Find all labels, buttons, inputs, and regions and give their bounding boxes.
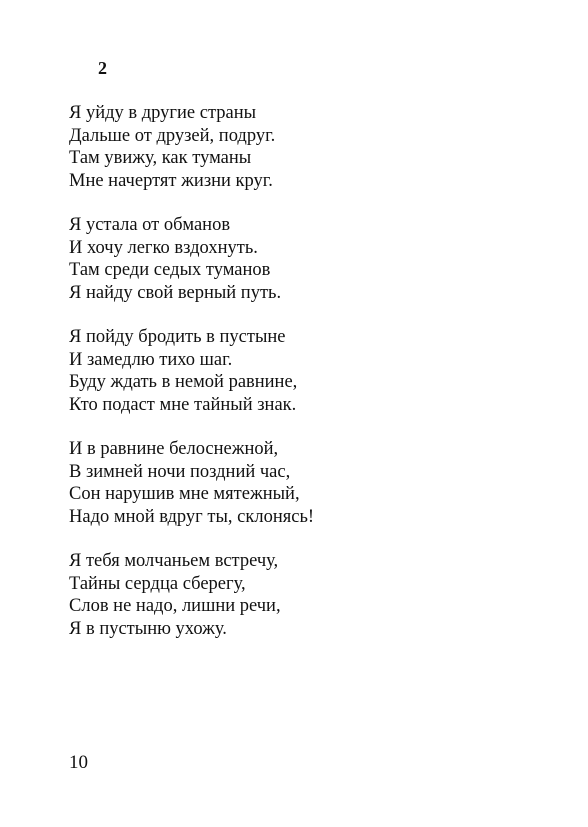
poem-line: Мне начертят жизни круг. xyxy=(69,170,273,191)
poem-line: Я устала от обманов xyxy=(69,215,231,235)
stanza-1 xyxy=(69,102,539,192)
poem-number: 2 xyxy=(98,58,107,78)
poem-line: Слов не надо, лишни речи, xyxy=(69,596,281,616)
stanza-5 xyxy=(69,550,539,640)
poem-line: Я уйду в другие страны xyxy=(69,103,257,123)
poem-line: Буду ждать в немой равнине, xyxy=(69,372,298,392)
poem-line: Там увижу, как туманы xyxy=(69,148,252,168)
stanza-3 xyxy=(69,326,539,416)
poem-line: Я найду свой верный путь. xyxy=(69,282,282,303)
poem-line: Там среди седых туманов xyxy=(69,260,271,280)
poem-line: И замедлю тихо шаг. xyxy=(69,349,233,370)
poem-line: Дальше от друзей, подруг. xyxy=(69,125,276,146)
poem-body xyxy=(69,102,539,662)
poem-line: Тайны сердца сберегу, xyxy=(69,573,246,594)
stanza-2 xyxy=(69,214,539,304)
poem-line: В зимней ночи поздний час, xyxy=(69,461,291,482)
poem-line: И хочу легко вздохнуть. xyxy=(69,237,258,258)
poem-line: Я тебя молчаньем встречу, xyxy=(69,551,279,571)
poem-line: Сон нарушив мне мятежный, xyxy=(69,484,300,504)
poem-line: Кто подаст мне тайный знак. xyxy=(69,394,297,415)
poem-line: Я в пустыню ухожу. xyxy=(69,618,227,639)
stanza-4 xyxy=(69,438,539,528)
poem-line: Надо мной вдруг ты, склонясь! xyxy=(69,506,315,527)
poem-line: И в равнине белоснежной, xyxy=(69,439,279,459)
page-number: 10 xyxy=(69,752,88,773)
poem-line: Я пойду бродить в пустыне xyxy=(69,327,286,347)
